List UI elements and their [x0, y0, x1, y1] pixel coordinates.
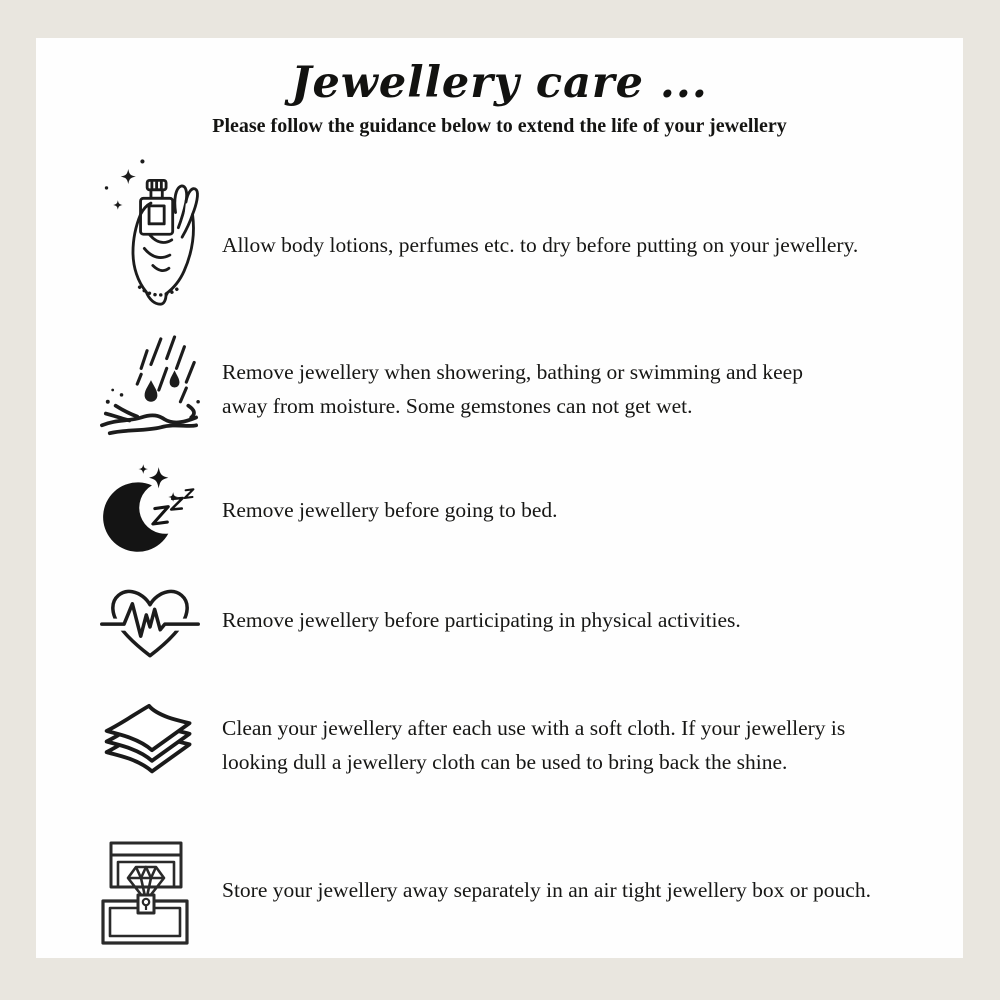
care-item-sleep	[86, 458, 946, 562]
care-item-text: Clean your jewellery after each use with a soft cloth. If your jewellery is looking dull a jewellery cloth can be used to bring back the shine.	[222, 716, 846, 774]
water-splash-icon	[86, 333, 214, 445]
care-item-activity	[86, 574, 946, 666]
care-item-lotions	[86, 144, 946, 316]
care-item-text: Store your jewellery away separately in an air tight jewellery box or pouch.	[222, 878, 871, 902]
care-item-text: Remove jewellery before participating in physical activities.	[222, 608, 741, 632]
care-item-text: Remove jewellery before going to bed.	[222, 498, 558, 522]
jewellery-care-card	[36, 38, 963, 958]
care-item-storage	[86, 832, 946, 956]
page-title: Jewellery care ...	[291, 58, 708, 108]
page-subtitle: Please follow the guidance below to extend the life of your jewellery	[212, 115, 787, 137]
care-item-text: Allow body lotions, perfumes etc. to dry before putting on your jewellery.	[222, 233, 859, 257]
moon-sleep-icon	[86, 462, 214, 558]
jewellery-box-icon	[86, 838, 214, 950]
care-item-text: Remove jewellery when showering, bathing or swimming and keep away from moisture. Some gemstones can not get wet.	[222, 360, 803, 418]
care-item-clean	[86, 692, 946, 792]
soft-cloth-icon	[86, 695, 214, 789]
care-item-water	[86, 326, 946, 452]
hand-perfume-icon	[86, 148, 214, 312]
heartbeat-icon	[86, 575, 214, 665]
